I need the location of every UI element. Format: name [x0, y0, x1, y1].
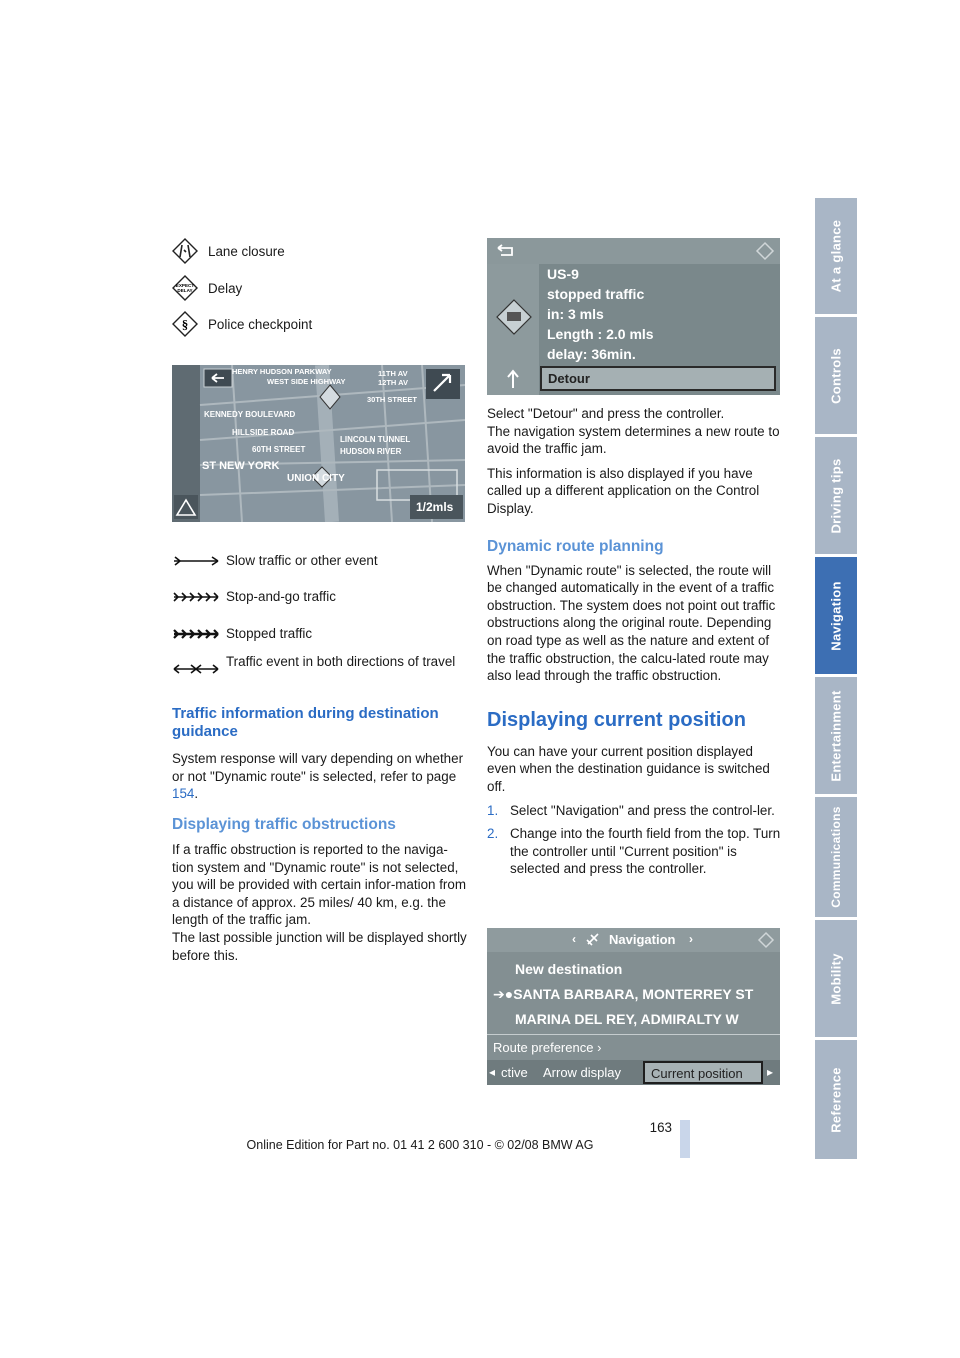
- menu-item-destination[interactable]: ➔●SANTA BARBARA, MONTERREY ST: [493, 986, 754, 1002]
- map-screen: [172, 365, 465, 522]
- traffic-legend-stop-go: Stop-and-go traffic: [172, 588, 456, 606]
- sidebar-tab-driving-tips[interactable]: Driving tips: [815, 437, 857, 554]
- slow-traffic-arrows-icon: [172, 554, 220, 568]
- svg-text:DELAY: DELAY: [177, 288, 193, 293]
- options-icon[interactable]: [757, 931, 775, 949]
- legend-lane-closure: [172, 238, 285, 264]
- sidebar-tab-reference[interactable]: Reference: [815, 1040, 857, 1159]
- traffic-legend-stopped: Stopped traffic: [172, 625, 456, 643]
- legend-police: [172, 311, 312, 337]
- traffic-details: US-9 stopped traffic in: 3 mls Length : 2.0 mls delay: 36min.: [547, 266, 654, 362]
- svg-text:EXPECT: EXPECT: [175, 283, 195, 288]
- chevron-right-icon: ▸: [767, 1065, 774, 1079]
- svg-text:§: §: [181, 317, 189, 332]
- street-label: LINCOLN TUNNEL: [340, 435, 411, 444]
- section-heading: Displaying current position: [487, 708, 746, 731]
- navigation-screen: [487, 928, 780, 1085]
- section-heading: Dynamic route planning: [487, 537, 664, 555]
- paragraph: This information is also displayed if you have called up a different application on the Control Display.: [487, 465, 760, 516]
- options-icon[interactable]: [755, 241, 775, 261]
- both-directions-arrows-icon: [172, 662, 220, 676]
- street-label: 30TH STREET: [367, 395, 418, 404]
- police-checkpoint-icon: [172, 311, 198, 337]
- footer-text: Online Edition for Part no. 01 41 2 600 310 - © 02/08 BMW AG: [246, 1138, 594, 1152]
- page-link[interactable]: 154: [172, 786, 195, 802]
- back-icon[interactable]: [495, 244, 515, 258]
- street-label: WEST SIDE HIGHWAY: [267, 377, 346, 386]
- sidebar-tab-navigation[interactable]: Navigation: [815, 557, 857, 674]
- section-traffic-info: [172, 705, 467, 803]
- section-heading: Traffic information during destination guidance: [172, 705, 439, 740]
- chevron-right-icon[interactable]: ›: [689, 932, 693, 946]
- screen-title: Navigation: [609, 932, 676, 947]
- street-label: UNION CITY: [287, 473, 345, 484]
- legend-delay: [172, 275, 242, 301]
- detour-button[interactable]: Detour: [540, 366, 776, 391]
- sidebar-tab-communications[interactable]: Communications: [815, 797, 857, 917]
- paragraph: Select "Detour" and press the controller.: [487, 406, 725, 421]
- delay-icon: [172, 275, 198, 301]
- stop-and-go-arrows-icon: [172, 590, 220, 604]
- step-item: 2. Change into the fourth field from the top. Turn the controller until "Current position" is selected and press the controller.: [487, 826, 781, 877]
- page-number: 163: [649, 1120, 672, 1135]
- paragraph: The navigation system determines a new route to avoid the traffic jam.: [487, 423, 780, 457]
- sidebar-tab-entertainment[interactable]: Entertainment: [815, 677, 857, 794]
- street-label: KENNEDY BOULEVARD: [204, 410, 296, 419]
- street-label: HENRY HUDSON PARKWAY: [232, 367, 332, 376]
- traffic-screen: [487, 238, 780, 395]
- menu-item-destination[interactable]: MARINA DEL REY, ADMIRALTY W: [515, 1011, 739, 1027]
- lane-closure-icon: [172, 238, 198, 264]
- sidebar-tab-mobility[interactable]: Mobility: [815, 920, 857, 1037]
- section-paragraph: If a traffic obstruction is reported to the naviga-tion system and "Dynamic route" is not selected, you will be provided with certain infor-mation from a distance of approx. 25 miles/ 40 km, e.g. the length of the traffic jam.: [172, 842, 466, 928]
- traffic-warning-icon: [495, 298, 533, 336]
- route-arrow-icon: ➔●: [493, 986, 514, 1002]
- chevron-left-icon: ◂: [489, 1065, 496, 1079]
- step-item: 1. Select "Navigation" and press the control-ler.: [487, 802, 775, 818]
- legend-label: Police checkpoint: [208, 316, 313, 332]
- traffic-legend-both: Traffic event in both directions of travel: [172, 653, 456, 676]
- section-heading: Displaying traffic obstructions: [172, 816, 396, 833]
- current-position-button[interactable]: Current position: [643, 1061, 763, 1084]
- section-traffic-obstructions: [172, 816, 467, 964]
- section-paragraph: The last possible junction will be displayed shortly before this.: [172, 929, 467, 963]
- bottom-option[interactable]: ctive: [501, 1065, 528, 1080]
- legend-label: Delay: [208, 280, 243, 296]
- sidebar-tab-controls[interactable]: Controls: [815, 317, 857, 434]
- chevron-left-icon[interactable]: ‹: [572, 932, 576, 946]
- paragraph: When "Dynamic route" is selected, the route will be changed automatically in the event of a traffic obstruction. The system does not point out traffic obstructions along the original route. Depending on road type as well as the nature and extent of the traffic obstruction, the calcu-lated route may also lead through the traffic obstruction.: [487, 562, 776, 684]
- right-column: [487, 405, 782, 878]
- traffic-legend-slow: Slow traffic or other event: [172, 552, 456, 570]
- sidebar-tab-at-a-glance[interactable]: At a glance: [815, 198, 857, 314]
- street-label: HUDSON RIVER: [340, 447, 402, 456]
- street-label: 60TH STREET: [252, 445, 306, 454]
- paragraph: You can have your current position displayed even when the destination guidance is switched off.: [487, 743, 770, 794]
- street-label: ST NEW YORK: [202, 460, 280, 472]
- menu-item-new-destination[interactable]: New destination: [515, 961, 623, 977]
- bottom-option-arrow-display[interactable]: Arrow display: [543, 1065, 622, 1080]
- street-label: 12TH AV: [378, 378, 409, 387]
- stopped-traffic-arrows-icon: [172, 627, 220, 641]
- street-label: HILLSIDE ROAD: [232, 428, 295, 437]
- legend-label: Lane closure: [208, 243, 285, 259]
- satellite-icon: [585, 931, 601, 947]
- street-label: 11TH AV: [378, 369, 408, 378]
- map-scale: 1/2mls: [416, 500, 454, 514]
- route-preference-item[interactable]: Route preference ›: [493, 1040, 602, 1055]
- section-paragraph: System response will vary depending on whether or not "Dynamic route" is selected, refer to page 154.: [172, 751, 464, 802]
- arrow-up-icon: [505, 368, 521, 390]
- bottom-bar: [487, 1060, 780, 1085]
